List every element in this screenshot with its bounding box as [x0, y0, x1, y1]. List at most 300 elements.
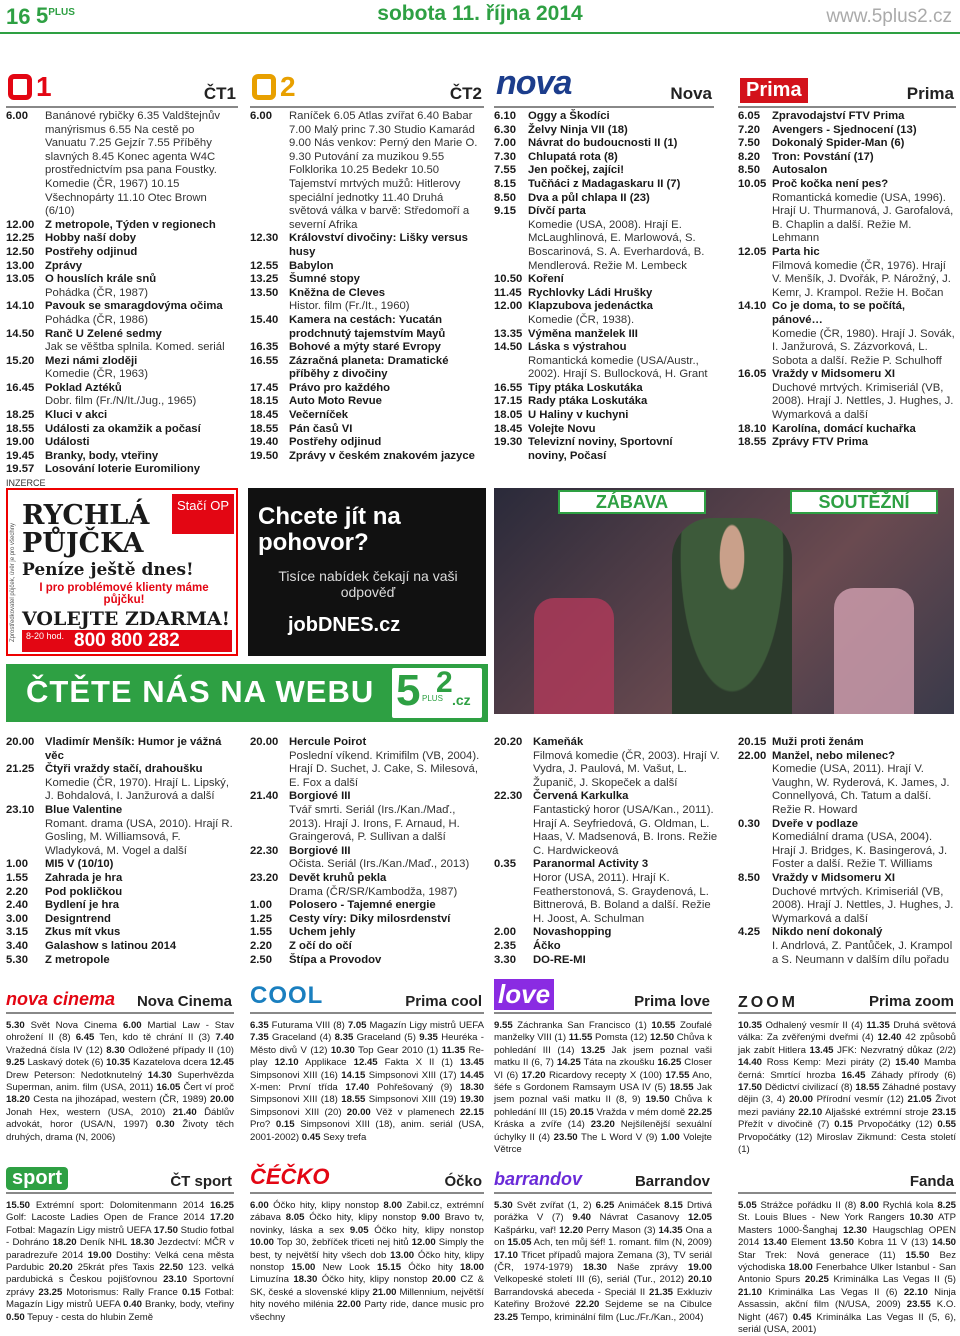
program-title: Království divočiny: Lišky versus husy [289, 232, 468, 258]
program-row [250, 913, 484, 927]
program-row [6, 246, 238, 260]
program-title: Hercule Poirot [289, 736, 367, 748]
program-row [738, 124, 956, 138]
program-title: Jen počkej, zajíci! [528, 164, 625, 177]
program-time: 3.15 [6, 926, 28, 939]
program-time: 6.00 [250, 110, 272, 122]
program-row [250, 872, 484, 899]
5plus2-logo-2: 2 [436, 666, 453, 699]
mini-channel-schedule: 10.35 Odhalený vesmír II (4) 11.35 Druhá světová válka: Za zvěřenými dveřmi (4) 12.40 42 způsobů jak zabít Hitlera 13.45 JFK: Nezvratný důkaz (2/2) 14.40 Ross Kemp: Mezi piráty (2) 15.40 Mamba černá: Smrtící hrozba 16.45 Záhady přírody (6) 17.50 Dědictví civilizací (8) 18.55 Záhadné postavy dějin (3, 4) 20.00 Přírodní vesmír (12) 21.05 Život mezi paviány 22.10 Aljašské extrémní stroje 23.15 Přežít v divočině (7) 0.15 Prvopočátky (12) 0.55 Prvopočátky (12) Miroslav Zikmund: Cesta století (1) [738, 1020, 957, 1156]
program-title: Pod pokličkou [45, 885, 123, 898]
mini-channel-schedule: 15.50 Extrémní sport: Dolomitenmann 2014 16.25 Golf: Lacoste Ladies Open de France 2014 17.20 Fotbal: Magazín Ligy mistrů UEFA 17.50 Studio fotbal - Dohráno 18.20 Deník NHL 18.30 Jezdectví: MČR v paradrezuře 2014 19.00 Dostihy: Velká cena města Pardubic 20.20 25krát přes Taxis 22.50 123. velká pardubická s Českou pojišťovnou 23.10 Sportovní zprávy 23.25 Motorismus: Rally France 0.15 Fotbal: Magazín Ligy mistrů UEFA 0.40 Branky, body, vteřiny 0.50 Tepuy - cesta do hlubin Země [6, 1200, 235, 1323]
program-time: 18.05 [494, 409, 523, 422]
program-description: Jak se věštba splnila. Komed. seriál [45, 341, 225, 354]
program-title: Polosero - Tajemné energie [289, 899, 436, 912]
mini-channel-name: Óčko [444, 1173, 482, 1190]
mini-channel-schedule: 5.05 Strážce pořádku II (8) 8.00 Rychlá kola 8.25 St. Louis Blues - New York Rangers 10.30 ATP Masters 1000-Šanghaj 12.30 Haugschlag OPEN 2014 13.40 Element 13.50 Kobra 11 V (13) 14.50 Star Trek: Nová generace (11) 15.50 Bez východiska 18.00 Fenerbahce Ulker Istanbul - San Antonio Spurs 20.25 Kriminálka Las Vegas II (5) 21.10 Kriminálka Las Vegas II (6) 22.10 Ninja Assassin, akční film (N/USA, 2009) 23.55 K.O. Night (467) 0.45 Kriminálka Las Vegas II (5, 6), seriál (USA, 2001) [738, 1200, 957, 1336]
program-time: 9.15 [494, 205, 516, 218]
program-title: Zprávy v českém znakovém jazyce [289, 449, 475, 462]
program-row [250, 450, 484, 464]
mini-channel-schedule: 5.30 Svět Nova Cinema 6.00 Martial Law - Stav ohrožení II (8) 6.45 Ten, kdo tě chrání II (3) 7.40 Vražedná čísla IV (12) 8.30 Odložené případy II (10) 9.25 Laskavý dotek (6) 10.35 Kazatelova dcera 12.45 Drew Peterson: Nedotknutelný 14.30 Superhvězda Superman, anim. film (USA, 2011) 16.05 Čert ví proč 18.20 Cesta na jihozápad, western (ČR, 1989) 20.00 Jonah Hex, western (USA, 2010) 21.40 Ďáblův advokát, horor (USA/N, 1997) 0.30 Životy těch druhých, drama (N, 2006) [6, 1020, 235, 1143]
program-details [528, 124, 714, 138]
program-time: 16.35 [250, 341, 279, 354]
program-time: 19.00 [6, 436, 35, 449]
program-time: 12.30 [250, 232, 279, 245]
program-details [289, 423, 484, 437]
5plus2-logo [392, 668, 482, 718]
program-time: 16.55 [494, 381, 523, 394]
program-title: Zprávy [45, 259, 83, 272]
program-title: Láska s výstrahou [528, 341, 627, 354]
program-title: Zahrada je hra [45, 871, 123, 884]
mini-channel-header [250, 982, 484, 1014]
program-title: Právo pro každého [289, 381, 391, 394]
program-title: Události [45, 436, 90, 449]
program-list-nova [494, 108, 714, 463]
program-row [738, 750, 956, 818]
program-details [772, 368, 956, 422]
program-row [250, 790, 484, 844]
program-title: Áčko [533, 939, 561, 952]
program-time: 7.50 [738, 137, 760, 150]
evening-list-nova [494, 736, 720, 967]
nova-logo: nova [496, 64, 572, 102]
program-time: 2.20 [250, 939, 272, 952]
web-banner[interactable] [6, 664, 488, 722]
program-row [738, 423, 956, 437]
program-row [494, 423, 714, 437]
program-details [772, 750, 956, 818]
program-time: 10.50 [494, 273, 523, 286]
program-row [494, 341, 714, 382]
mini-channel-logo: barrandov [494, 1169, 583, 1189]
program-details [772, 300, 956, 368]
program-time: 17.15 [494, 395, 523, 408]
program-time: 19.30 [494, 436, 523, 449]
jobdnes-subline: Tisíce nabídek čekají na vaši odpověď [278, 568, 458, 600]
program-title: Dívčí parta [528, 205, 586, 218]
program-title: Pavouk se smaragdovýma očima [45, 300, 223, 313]
program-time: 14.10 [6, 300, 35, 313]
program-time: 12.00 [6, 218, 35, 231]
program-details [533, 736, 720, 790]
mini-channel-logo: sport [6, 1167, 68, 1190]
program-details [45, 273, 238, 300]
program-title: Rady ptáka Loskutáka [528, 395, 648, 408]
program-details [528, 137, 714, 151]
program-description: I. Andrlová, Z. Pantůček, J. Krampol a S. Neumann v dalším dílu pořadu [772, 939, 953, 966]
mini-channel-logo: ZOOM [738, 994, 798, 1011]
mini-channel-name: Fanda [909, 1173, 954, 1190]
program-time: 8.50 [738, 164, 760, 177]
program-time: 22.00 [738, 749, 767, 762]
program-details [45, 926, 234, 940]
program-title: Štípa a Provodov [289, 953, 382, 966]
program-row [494, 137, 714, 151]
mini-channel-header [738, 982, 956, 1014]
program-row [494, 395, 714, 409]
program-title: U Haliny v kuchyni [528, 409, 629, 422]
program-row [250, 899, 484, 913]
program-row [250, 940, 484, 954]
program-time: 18.55 [250, 422, 279, 435]
program-title: Manžel, nebo mileneс? [772, 749, 896, 762]
program-title: Zpravodajství FTV Prima [772, 110, 905, 122]
mini-channel-name: Nova Cinema [136, 993, 232, 1010]
program-details [528, 409, 714, 423]
program-time: 17.45 [250, 381, 279, 394]
program-row [494, 954, 720, 968]
channel-header-ct2 [250, 70, 484, 108]
program-title: Poklad Aztéků [45, 381, 122, 394]
program-title: Bydlení je hra [45, 899, 120, 912]
program-row [6, 219, 238, 233]
program-title: Večerníček [289, 409, 349, 422]
program-description: Poslední víkend. Krimifilm (VB, 2004). Hrají D. Suchet, J. Cake, S. Milesová, E. Fox a další [289, 749, 480, 789]
program-time: 8.20 [738, 150, 760, 163]
program-row [250, 273, 484, 287]
program-details [45, 436, 238, 450]
program-details [289, 395, 484, 409]
prima-logo: Prima [740, 78, 808, 103]
program-description: Drama (ČR/SR/Kambodža, 1987) [289, 885, 458, 898]
program-description: Očista. Seriál (Irs./Kan./Maď., 2013) [289, 858, 470, 871]
program-time: 13.00 [6, 259, 35, 272]
program-title: Tučňáci z Madagaskaru II (7) [528, 177, 681, 190]
program-details [528, 436, 714, 463]
ct1-logo-text: 1 [36, 71, 52, 102]
program-title: Červená Karkulka [533, 790, 629, 803]
program-list-prima [738, 108, 956, 450]
program-time: 1.55 [250, 926, 272, 939]
column-ct2 [250, 70, 484, 463]
channel-name-ct2: ČT2 [449, 84, 482, 103]
program-time: 18.10 [738, 422, 767, 435]
program-row [494, 287, 714, 301]
program-title: Devět kruhů pekla [289, 871, 387, 884]
program-time: 7.30 [494, 150, 516, 163]
program-description: Komedie (ČR, 1963) [45, 368, 148, 381]
program-title: MI5 V (10/10) [45, 858, 114, 871]
photo-woman-right [834, 588, 914, 714]
mini-channel-schedule: 9.55 Záchranka San Francisco (1) 10.55 Zoufalé manželky VIII (1) 11.55 Pomsta (12) 12.50 Chůva k pohledání III (14) 13.25 Jak jsem poznal vaši matku II (6, 7) 14.25 Táta na zkoušku 16.25 Closer VI (6) 17.20 Ricardovy recepty X (100) 17.55 Ano, šéfe s Gordonem Ramsaym USA IV (5) 18.55 Jak jsem poznal vaši matku II (8, 9) 19.50 Chůva k pohledání III (15) 20.15 Vražda v mém domě 22.25 Kráska a zvíře (14) 23.20 Nejšílenější sexuální úchylky II (4) 23.50 The L Word V (9) 1.00 Volejte Větrce [494, 1020, 713, 1156]
loan-advert[interactable] [6, 488, 238, 656]
program-time: 13.50 [250, 286, 279, 299]
ct2-logo [252, 71, 296, 103]
program-row [6, 273, 238, 300]
program-title: Televizní noviny, Sportovní noviny, Počasí [528, 436, 673, 462]
program-details [533, 954, 720, 968]
program-details [772, 178, 956, 246]
program-details [772, 164, 956, 178]
program-details [289, 845, 484, 872]
program-title: Paranormal Activity 3 [533, 858, 649, 871]
program-time: 2.20 [6, 885, 28, 898]
program-row [250, 314, 484, 341]
advert-side-text: Zprostředkovatel půjček, úvěr je pro všechny [10, 522, 16, 642]
program-row [494, 164, 714, 178]
program-title: Rychlovky Ládi Hrušky [528, 286, 653, 299]
program-row [494, 790, 720, 858]
program-description: Dobr. film (Fr./N/It./Jug., 1965) [45, 395, 197, 408]
program-time: 13.35 [494, 327, 523, 340]
program-row [494, 273, 714, 287]
program-details [772, 872, 956, 926]
advert-problem-clients: I pro problémové klienty máme půjčku! [39, 582, 209, 606]
mini-channel [250, 1162, 484, 1324]
program-title: Návrat do budoucnosti II (1) [528, 137, 678, 150]
program-time: 12.55 [250, 259, 279, 272]
program-title: Cesty víry: Diky milosrdenství [289, 912, 451, 925]
jobdnes-logo[interactable]: jobDNES.cz [288, 614, 401, 636]
program-time: 2.35 [494, 939, 516, 952]
program-details [45, 423, 238, 437]
program-title: Kluci v akci [45, 409, 108, 422]
program-title: Mezi námi zloději [45, 354, 138, 367]
program-details [45, 382, 238, 409]
advert-hours: 8-20 hod. [26, 631, 65, 641]
program-row [738, 368, 956, 422]
program-title: Vladimír Menšík: Humor je vážná věc [45, 736, 222, 762]
program-time: 19.40 [250, 436, 279, 449]
program-row [250, 110, 484, 232]
program-details [772, 818, 956, 872]
advert-phone[interactable]: 800 800 282 [74, 630, 180, 651]
program-title: Branky, body, vteřiny [45, 449, 159, 462]
program-description: Fantastický horor (USA/Kan., 2011). Hrají A. Seyfriedová, G. Oldman, L. Haas, V. Madsenová, B. Irons. Režie C. Hardwickeová [533, 803, 718, 857]
program-time: 18.55 [6, 422, 35, 435]
program-row [6, 804, 234, 858]
program-description: Komedie (ČR, 1938). [528, 313, 635, 326]
program-row [494, 300, 714, 327]
program-details [45, 260, 238, 274]
program-row [250, 395, 484, 409]
program-time: 2.40 [6, 899, 28, 912]
program-title: Oggy a Škodíci [528, 110, 610, 122]
program-details [289, 913, 484, 927]
5plus2-logo-plus: PLUS [422, 694, 443, 703]
program-details [45, 886, 234, 900]
program-time: 15.20 [6, 354, 35, 367]
program-time: 6.30 [494, 123, 516, 136]
jobdnes-advert[interactable] [248, 488, 486, 656]
program-title: Losování loterie Euromiliony [45, 463, 201, 476]
column-ct1 [6, 70, 238, 477]
program-time: 22.30 [250, 844, 279, 857]
program-title: Dokonalý Spider-Man (6) [772, 137, 905, 150]
program-time: 14.50 [6, 327, 35, 340]
photo-man-figure [672, 518, 792, 714]
program-row [6, 913, 234, 927]
program-title: Babylon [289, 259, 334, 272]
program-details [45, 232, 238, 246]
channel-name-nova: Nova [670, 84, 712, 103]
program-row [250, 423, 484, 437]
program-description: Komediální drama (USA, 2004). Hrají J. Bridges, K. Basingerová, J. Foster a další. Režie T. Williams [772, 831, 948, 871]
program-description: Horor (USA, 2011). Hrají K. Featherstonová, S. Graydenová, L. Bittnerová, B. Boland a další. Režie H. Joost, A. Schulman [533, 871, 711, 925]
program-details [289, 273, 484, 287]
program-row [250, 436, 484, 450]
mini-channel-schedule: 5.30 Svět zvířat (1, 2) 6.25 Animáček 8.15 Drtivá porážka V (7) 9.40 Návrat Casanovy 12.05 Kašpárku, vař! 12.20 Perry Mason (3) 14.35 Ona a on 15.05 Ach, ten můj šéf! 1. romant. film (N, 2009) 17.10 Třicet případů majora Zemana (3), TV seriál (ČR, 1974-1979) 18.30 Naše zprávy 19.00 Velkopeské století III (6), seriál (Tur., 2012) 20.10 Barrandovská abeceda - Speciál II 21.35 Exkluziv Kateřiny Brožové 22.20 Sejdeme se na Cibulce 23.25 Tempo, kriminální film (Luc./Fr./Kan., 2004) [494, 1200, 712, 1323]
program-title: Chlupatá rota (8) [528, 150, 618, 163]
program-description: Romant. drama (USA, 2010). Hrají R. Gosling, M. Williamsová, F. Wladyková, M. Vogel a další [45, 817, 233, 857]
program-title: Galashow s latinou 2014 [45, 939, 177, 952]
program-time: 21.25 [6, 763, 35, 776]
program-time: 18.45 [250, 409, 279, 422]
page-number: 16 [6, 4, 31, 29]
program-time: 3.00 [6, 912, 28, 925]
mini-channel-header [494, 979, 712, 1014]
program-details [45, 246, 238, 260]
program-title: Želvy Ninja VII (18) [528, 123, 628, 136]
program-details [528, 395, 714, 409]
program-title: Z očí do očí [289, 939, 352, 952]
evening-list-prima [738, 736, 956, 967]
program-details [289, 790, 484, 844]
program-details [45, 804, 234, 858]
program-row [738, 178, 956, 246]
program-row [494, 110, 714, 124]
program-time: 23.10 [6, 803, 35, 816]
program-title: Zprávy FTV Prima [772, 436, 869, 449]
program-row [6, 899, 234, 913]
program-details [528, 423, 714, 437]
program-title: Muži proti ženám [772, 736, 864, 748]
program-row [6, 110, 238, 219]
mini-channel-schedule: 6.00 Óčko hity, klipy nonstop 8.00 Zabil.cz, extrémní zábava 8.05 Óčko hity, klipy nonstop 9.00 Bravo tv, novinky, láska a sex 9.05 Óčko hity, klipy nonstop 10.00 Top 30, žebříček třiceti nej hitů 12.00 Simply the best, ty největší hity všech dob 13.00 Óčko hity, klipy nonstop 15.00 New Look 15.15 Óčko hity 18.00 Limuzína 18.30 Óčko hity, klipy nonstop 20.00 CZ & SK, české a slovenské klipy 21.00 Millennium, největší hity nového milénia 22.00 Party ride, dance music pro všechny [250, 1200, 485, 1323]
mini-channel-header [738, 1162, 956, 1194]
mini-channel-header [494, 1162, 712, 1194]
program-row [6, 355, 238, 382]
program-time: 6.05 [738, 110, 760, 122]
program-row [738, 872, 956, 926]
mini-channel-name: Barrandov [634, 1173, 710, 1190]
program-time: 19.45 [6, 449, 35, 462]
program-time: 18.25 [6, 409, 35, 422]
program-details [528, 273, 714, 287]
program-title: Tipy ptáka Loskutáka [528, 381, 643, 394]
program-title: Borgiové III [289, 790, 351, 803]
program-description: Komedie (ČR, 1970). Hrají L. Lipský, J. Bohdalová, I. Janžurová a další [45, 776, 229, 803]
program-time: 2.50 [250, 953, 272, 966]
program-row [6, 328, 238, 355]
program-details [289, 954, 484, 968]
program-details [45, 355, 238, 382]
inzerce-label: INZERCE [6, 478, 46, 488]
program-title: Blue Valentine [45, 803, 123, 816]
program-row [250, 736, 484, 790]
program-row [494, 205, 714, 273]
program-row [494, 940, 720, 954]
program-row [738, 151, 956, 165]
program-details [528, 287, 714, 301]
program-list-ct2 [250, 108, 484, 463]
program-time: 8.50 [494, 191, 516, 204]
program-row [738, 137, 956, 151]
program-row [738, 300, 956, 368]
program-row [738, 164, 956, 178]
channel-name-prima: Prima [906, 84, 954, 103]
ct2-logo-text: 2 [280, 71, 296, 102]
program-details [289, 926, 484, 940]
program-title: Šumné stopy [289, 273, 360, 286]
mini-channel-schedule: 6.35 Futurama VIII (8) 7.05 Magazín Ligy mistrů UEFA 7.35 Graceland (4) 8.35 Graceland (5) 9.35 Heuréka - Město divů V (12) 10.30 Top Gear 2010 (1) 11.35 Re-play 12.10 Applikace 12.45 Fakta X II (1) 13.45 Simpsonovi XIII (16) 14.15 Simpsonovi XIII (17) 14.45 X-men: První třída 17.40 Pohřešovaný (9) 18.30 Simpsonovi XIII (18) 18.55 Simpsonovi XIII (19) 19.30 Simpsonovi XIII (20) 20.00 Věž v plamenech 22.15 Pro? 0.15 Simpsonovi XIII (18), anim. seriál (USA, 2001-2002) 0.45 Sexy trefa [250, 1020, 485, 1143]
page-url[interactable]: www.5plus2.cz [826, 6, 952, 27]
program-time: 22.30 [494, 790, 523, 803]
program-time: 6.10 [494, 110, 516, 122]
program-title: Čtyři vraždy stačí, drahoušku [45, 763, 203, 776]
program-row [250, 926, 484, 940]
program-title: Volejte Novu [528, 422, 596, 435]
program-details [772, 151, 956, 165]
channel-header-ct1 [6, 70, 238, 108]
program-row [6, 858, 234, 872]
program-time: 13.25 [250, 273, 279, 286]
program-title: Avengers - Sjednocení (13) [772, 123, 917, 136]
program-row [250, 260, 484, 274]
program-details [289, 736, 484, 790]
advert-badge-op: Stačí OP [172, 494, 234, 534]
program-title: Pán časů VI [289, 422, 353, 435]
program-details [45, 450, 238, 464]
program-time: 3.30 [494, 953, 516, 966]
program-title: Bohové a mýty staré Evropy [289, 341, 441, 354]
mini-channel-logo: love [494, 979, 554, 1010]
program-time: 18.15 [250, 395, 279, 408]
program-time: 7.20 [738, 123, 760, 136]
program-time: 0.30 [738, 817, 760, 830]
program-title: Parta hic [772, 245, 820, 258]
program-row [494, 926, 720, 940]
program-row [738, 436, 956, 450]
program-description: Tvář smrti. Seriál (Irs./Kan./Maď., 2013). Hrají J. Irons, F. Arnaud, H. Graingerová, P. Sullivan a další [289, 803, 460, 844]
label-zabava: ZÁBAVA [558, 490, 706, 514]
program-row [6, 232, 238, 246]
program-details [289, 341, 484, 355]
program-title: Výměna manželek III [528, 327, 638, 340]
program-time: 20.00 [250, 736, 279, 748]
mini-channel [250, 982, 484, 1144]
program-row [494, 124, 714, 138]
program-row [738, 246, 956, 300]
program-row [250, 845, 484, 872]
program-details [528, 164, 714, 178]
program-description: Duchové mrtvých. Krimiseriál (VB, 2008). Hrají J. Nettles, J. Hughes, J. Wymarková a další [772, 885, 954, 925]
program-details [528, 110, 714, 124]
program-time: 21.40 [250, 790, 279, 803]
mini-channel [6, 982, 234, 1144]
program-title: Autosalon [772, 164, 828, 177]
channel-header-nova [494, 64, 714, 108]
program-details [528, 151, 714, 165]
program-time: 20.20 [494, 736, 523, 748]
program-row [738, 818, 956, 872]
program-row [494, 409, 714, 423]
program-time: 16.55 [250, 354, 279, 367]
program-title: Co je doma, to se počítá, pánové… [772, 300, 906, 326]
program-time: 3.40 [6, 939, 28, 952]
program-row [6, 463, 238, 477]
mini-channel-name: Prima zoom [868, 993, 954, 1010]
program-details [289, 110, 484, 232]
program-title: Kamera na cestách: Yucatán prodchnutý tajemstvím Mayů [289, 313, 446, 340]
program-row [6, 872, 234, 886]
program-row [494, 178, 714, 192]
program-row [6, 260, 238, 274]
program-details [533, 940, 720, 954]
program-details [45, 328, 238, 355]
program-row [6, 382, 238, 409]
